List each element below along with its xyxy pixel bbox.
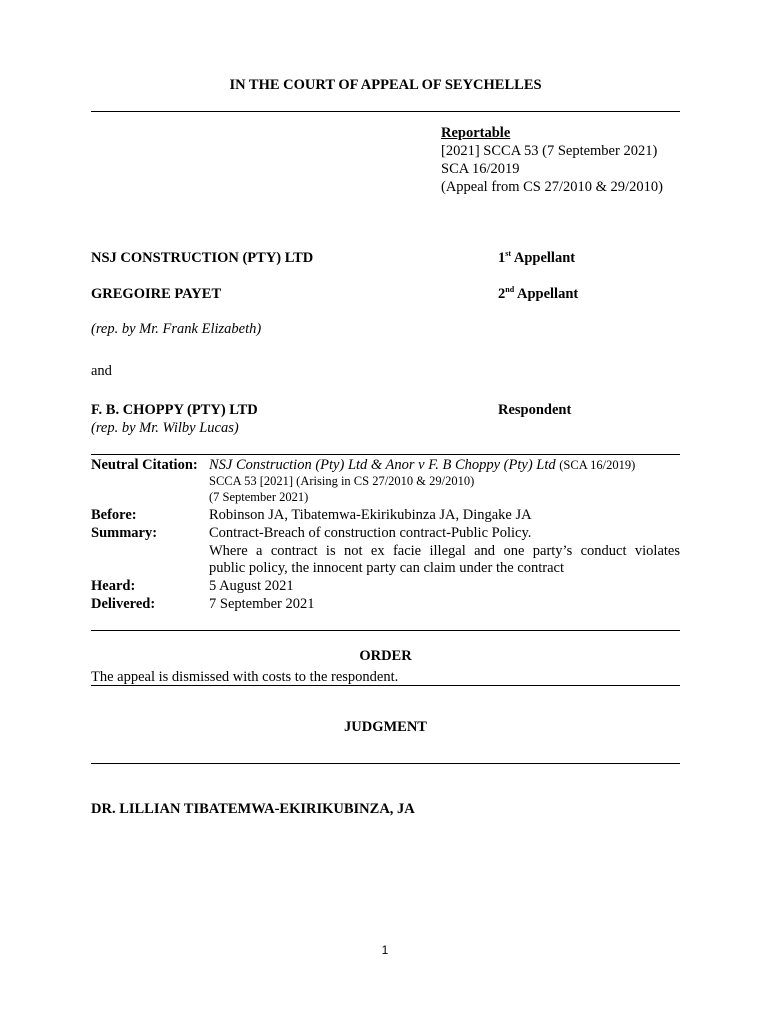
- order-divider: [91, 685, 680, 686]
- summary-line3: public policy, the innocent party can claim under the contract: [209, 560, 564, 576]
- appellant2-role: [498, 286, 578, 303]
- summary-line2: Where a contract is not ex facie illegal and one party’s conduct violates: [209, 543, 680, 559]
- respondent-role: Respondent: [498, 402, 572, 418]
- before-value: Robinson JA, Tibatemwa-Ekirikubinza JA, Dingake JA: [209, 507, 532, 523]
- order-text: The appeal is dismissed with costs to the respondent.: [91, 669, 399, 685]
- neutral-citation-ref: (SCA 16/2019): [559, 458, 636, 472]
- appellant1-role-label: Appellant: [513, 250, 576, 266]
- before-label: Before:: [91, 507, 137, 523]
- summary-label: Summary:: [91, 525, 158, 541]
- appellant2-role-label: Appellant: [516, 286, 579, 302]
- respondent-name: F. B. CHOPPY (PTY) LTD: [91, 402, 258, 418]
- appellants-representation: (rep. by Mr. Frank Elizabeth): [91, 321, 262, 337]
- heading-divider: [91, 111, 680, 112]
- case-number: SCA 16/2019: [441, 161, 520, 177]
- delivered-value: 7 September 2021: [209, 596, 315, 612]
- neutral-citation-value: [209, 457, 635, 474]
- appellant2-ordinal-suffix: nd: [505, 285, 515, 294]
- appellant1-ordinal-suffix: st: [505, 249, 512, 258]
- order-heading: ORDER: [359, 648, 412, 664]
- conjunction-and: and: [91, 363, 112, 379]
- appellant1-name: NSJ CONSTRUCTION (PTY) LTD: [91, 250, 314, 266]
- case-info-block: [441, 124, 663, 196]
- summary-line1: Contract-Breach of construction contract-Public Policy.: [209, 525, 532, 541]
- meta-divider: [91, 630, 680, 631]
- neutral-citation-line2: SCCA 53 [2021] (Arising in CS 27/2010 & 29/2010): [209, 474, 475, 488]
- court-heading: IN THE COURT OF APPEAL OF SEYCHELLES: [229, 77, 542, 93]
- appellant1-role: [498, 250, 575, 267]
- reportable-label: Reportable: [441, 125, 511, 141]
- citation-line: [2021] SCCA 53 (7 September 2021): [441, 143, 658, 159]
- appellant2-ordinal-number: 2: [498, 286, 506, 302]
- parties-divider: [91, 454, 680, 455]
- neutral-citation-case: NSJ Construction (Pty) Ltd & Anor v F. B Choppy (Pty) Ltd: [209, 457, 556, 473]
- judgment-heading: JUDGMENT: [344, 719, 427, 735]
- appellant1-ordinal-number: 1: [498, 250, 506, 266]
- heard-value: 5 August 2021: [209, 578, 294, 594]
- respondent-representation: (rep. by Mr. Wilby Lucas): [91, 420, 239, 436]
- judgment-author: DR. LILLIAN TIBATEMWA-EKIRIKUBINZA, JA: [91, 801, 415, 817]
- appellant2-name: GREGOIRE PAYET: [91, 286, 222, 302]
- neutral-citation-label: Neutral Citation:: [91, 457, 198, 473]
- page-number: 1: [381, 943, 389, 957]
- heard-label: Heard:: [91, 578, 136, 594]
- appeal-from: (Appeal from CS 27/2010 & 29/2010): [441, 179, 663, 195]
- judgment-divider: [91, 763, 680, 764]
- delivered-label: Delivered:: [91, 596, 156, 612]
- neutral-citation-line3: (7 September 2021): [209, 490, 309, 504]
